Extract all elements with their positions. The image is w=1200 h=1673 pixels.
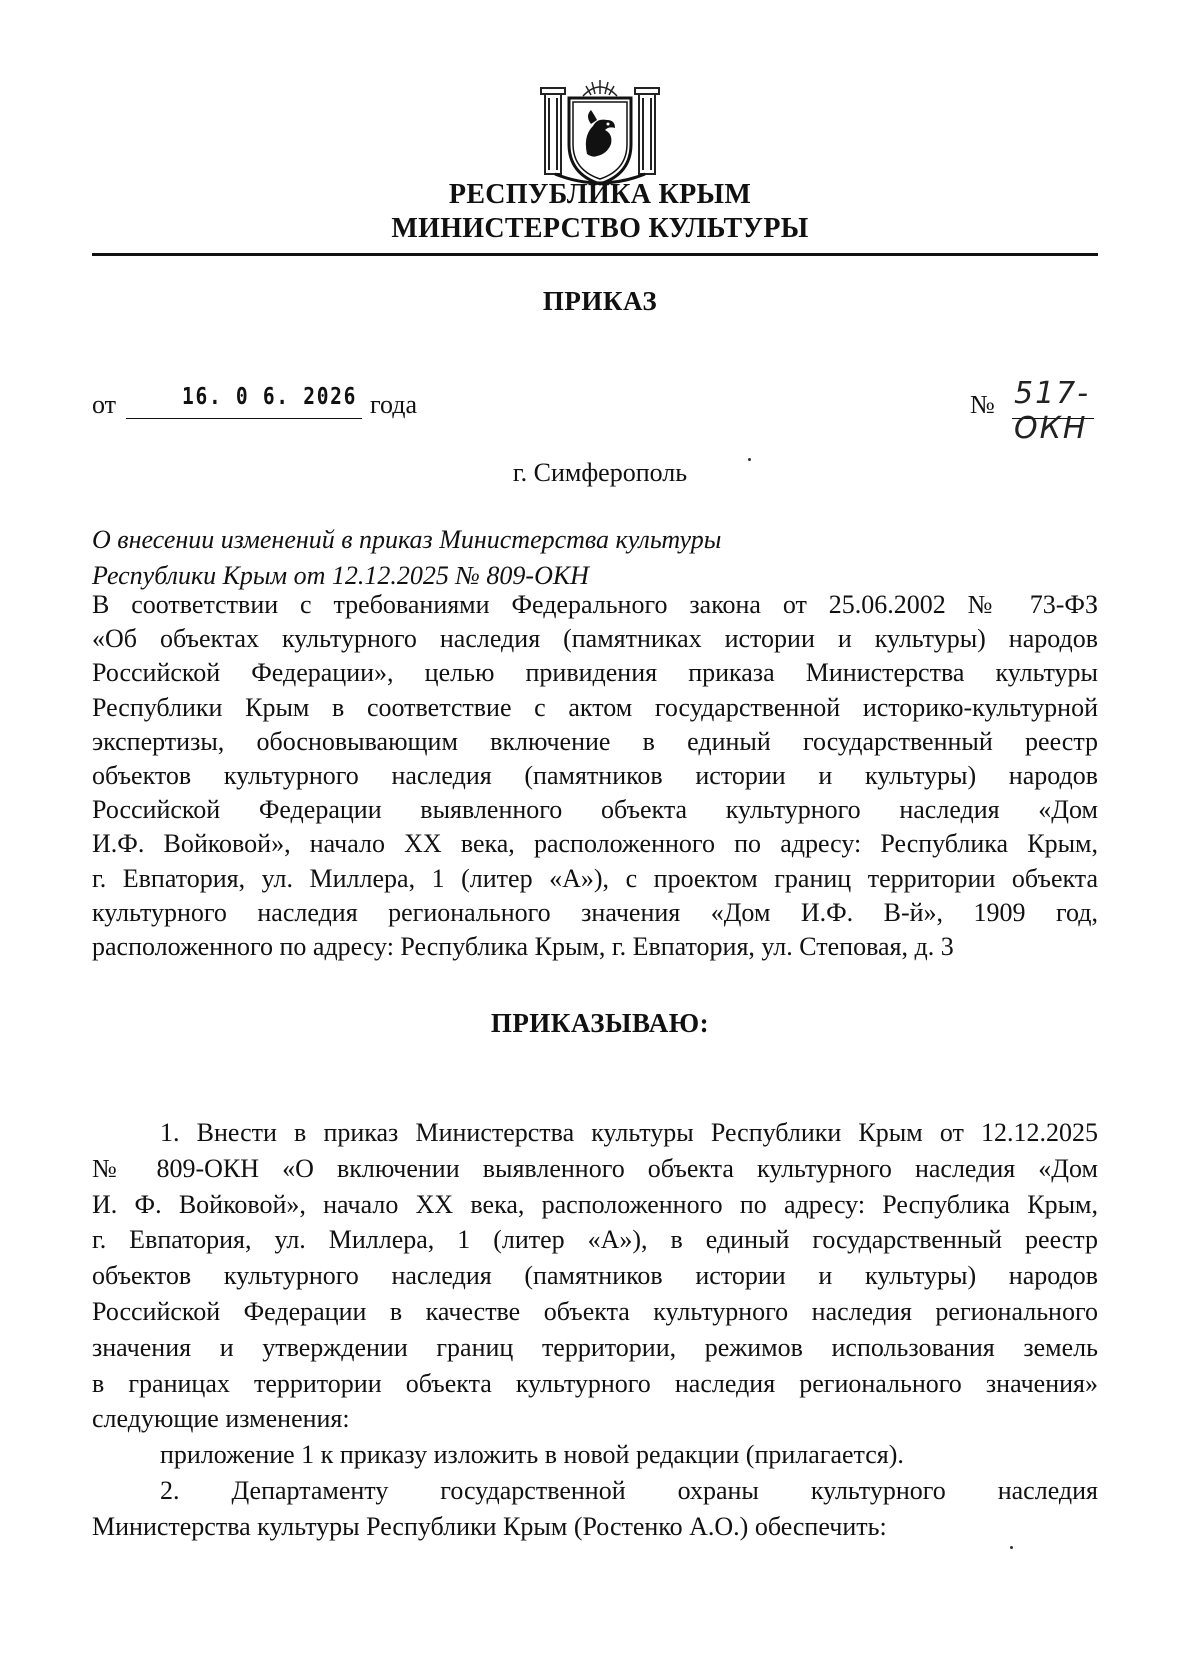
clause-line: г. Евпатория, ул. Миллера, 1 (литер «А»), в единый государственный реестр <box>92 1225 1098 1255</box>
republic-title: РЕСПУБЛИКА КРЫМ <box>448 179 752 210</box>
preamble-line: Российской Федерации», целью привидения приказа Министерства культуры <box>92 658 1098 688</box>
clause-line: Министерства культуры Республики Крым (Ростенко А.О.) обеспечить: <box>92 1511 887 1541</box>
number-label: № <box>970 390 995 419</box>
order-subject <box>92 522 852 594</box>
clause-line: Российской Федерации в качестве объекта культурного наследия регионального <box>92 1296 1098 1326</box>
header-divider <box>92 253 1098 256</box>
clause-line: И. Ф. Войковой», начало XX века, расположенного по адресу: Республика Крым, <box>92 1189 1098 1219</box>
subject-line: Республики Крым от 12.12.2025 № 809-ОКН <box>92 561 589 590</box>
scan-speck <box>1010 1546 1013 1549</box>
date-prefix: от <box>92 390 117 419</box>
clause-line: 1. Внести в приказ Министерства культуры Республики Крым от 12.12.2025 <box>160 1118 1098 1147</box>
document-type: ПРИКАЗ <box>542 286 658 316</box>
order-number-handwritten: 517-ОКН <box>1014 376 1091 446</box>
preamble-line: В соответствии с требованиями Федерального закона от 25.06.2002 № 73-ФЗ <box>92 590 1098 619</box>
clause-line: объектов культурного наследия (памятников истории и культуры) народов <box>92 1261 1098 1291</box>
city: г. Симферополь <box>512 458 688 487</box>
clause-line: следующие изменения: <box>92 1404 350 1434</box>
preamble-line: объектов культурного наследия (памятников истории и культуры) народов <box>92 760 1098 790</box>
orders-heading: ПРИКАЗЫВАЮ: <box>490 1008 710 1038</box>
preamble-line: культурного наследия регионального значения «Дом И.Ф. В-й», 1909 год, <box>92 897 1098 927</box>
preamble-line: Республики Крым в соответствие с актом государственной историко-культурной <box>92 692 1098 722</box>
preamble-line: расположенного по адресу: Республика Крым, г. Евпатория, ул. Степовая, д. 3 <box>92 931 954 961</box>
date-suffix: года <box>370 390 418 419</box>
preamble-line: Российской Федерации выявленного объекта культурного наследия «Дом <box>92 795 1098 825</box>
order-body <box>92 1115 1098 1545</box>
subject-line: О внесении изменений в приказ Министерства культуры <box>92 525 722 554</box>
scan-speck <box>748 458 751 461</box>
preamble-line: «Об объектах культурного наследия (памятниках истории и культуры) народов <box>92 624 1098 654</box>
clause-line: значения и утверждении границ территории, режимов использования земель <box>92 1332 1098 1362</box>
preamble <box>92 588 1098 964</box>
clause-line: 2. Департаменту государственной охраны культурного наследия <box>160 1475 1098 1505</box>
clause-line: приложение 1 к приказу изложить в новой редакции (прилагается). <box>160 1440 904 1470</box>
date-underline <box>126 418 362 419</box>
clause-line: в границах территории объекта культурного наследия регионального значения» <box>92 1368 1098 1398</box>
crimea-coat-of-arms-icon <box>535 74 665 192</box>
date-number-row <box>92 376 1102 446</box>
ministry-title: МИНИСТЕРСТВО КУЛЬТУРЫ <box>391 213 809 244</box>
preamble-line: экспертизы, обосновывающим включение в единый государственный реестр <box>92 726 1098 756</box>
preamble-line: И.Ф. Войковой», начало XX века, расположенного по адресу: Республика Крым, <box>92 829 1098 859</box>
order-date-stamp: 16. 0 6. 2026 <box>182 384 358 410</box>
preamble-line: г. Евпатория, ул. Миллера, 1 (литер «А»), с проектом границ территории объекта <box>92 863 1098 893</box>
clause-line: № 809-ОКН «О включении выявленного объекта культурного наследия «Дом <box>92 1153 1098 1183</box>
